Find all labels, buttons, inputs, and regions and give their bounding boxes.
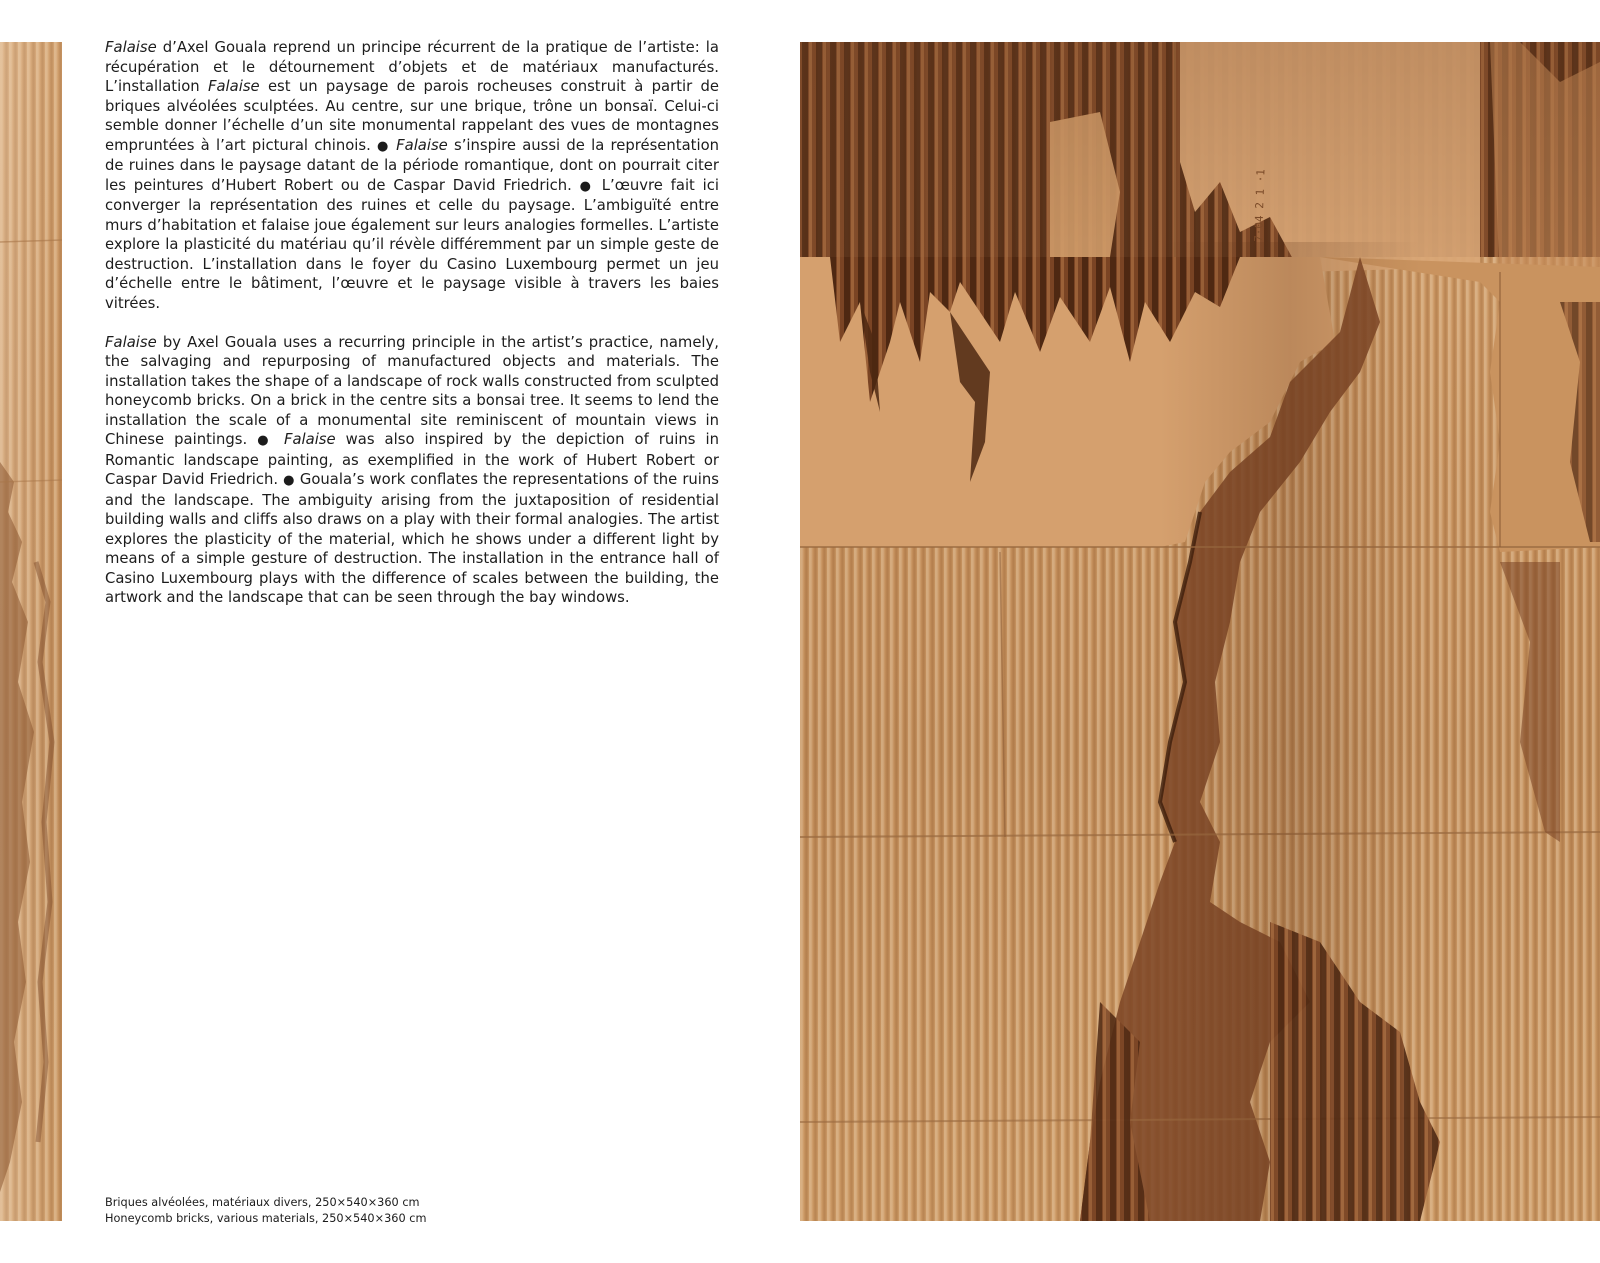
brick-stamp: 7·04 2 1 ·1 xyxy=(1252,168,1268,243)
artwork-title: Falaise xyxy=(105,39,157,56)
artwork-title: Falaise xyxy=(283,431,336,448)
left-photo-strip xyxy=(0,42,62,1221)
caption-french: Briques alvéolées, matériaux divers, 250×540×360 cm xyxy=(105,1196,420,1209)
bullet-separator: ● xyxy=(257,433,274,448)
bullet-separator: ● xyxy=(377,138,390,154)
bullet-separator: ● xyxy=(579,178,595,194)
paragraph-french: Falaise d’Axel Gouala reprend un principe récurrent de la pratique de l’artiste: la récupération et le détournement d’objets et de matériaux manufacturés. L’installation Falaise est un paysage de parois rocheuses construit à partir de briques alvéolées sculptées. Au centre, sur une brique, trône un bonsaï. Celui-ci semble donner l’échelle d’un site monumental rappelant des vues de montagnes empruntées à l’art pictural chinois. ● Falaise s’inspire aussi de la représentation de ruines dans le paysage datant de la période romantique, dont on pourrait citer les peintures d’Hubert Robert ou de Caspar David Friedrich. ● L’œuvre fait ici converger la représentation des ruines et celle du paysage. L’ambiguïté entre murs d’habitation et falaise joue également sur leurs analogies formelles. L’artiste explore la plasticité du matériau qu’il révèle différemment par un simple geste de destruction. L’installation dans le foyer du Casino Luxembourg permet un jeu d’échelle entre le bâtiment, l’œuvre et le paysage visible à travers les baies vitrées. xyxy=(105,39,719,312)
artwork-title: Falaise xyxy=(396,136,448,154)
paragraph-english: Falaise by Axel Gouala uses a recurring principle in the artist’s practice, namely, the salvaging and repurposing of manufactured objects and materials. The installation takes the shape of a landscape of rock walls constructed from sculpted honeycomb bricks. On a brick in the centre sits a bonsai tree. It seems to lend the installation the scale of a monumental site reminiscent of mountain views in Chinese paintings. ● Falaise was also inspired by the depiction of ruins in Romantic landscape painting, as exemplified in the work of Hubert Robert or Caspar David Friedrich. ● Gouala’s work conflates the representations of the ruins and the landscape. The ambiguity arising from the juxtaposition of residential building walls and cliffs also draws on a play with their formal analogies. The artist explores the plasticity of the material, which he shows under a different light by means of a simple gesture of destruction. The installation in the entrance hall of Casino Luxembourg plays with the difference of scales between the building, the artwork and the landscape that can be seen through the bay windows. xyxy=(105,333,720,606)
artwork-title: Falaise xyxy=(105,333,157,351)
essay-text xyxy=(105,38,719,608)
caption-english: Honeycomb bricks, various materials, 250×540×360 cm xyxy=(105,1211,427,1225)
artwork-photo xyxy=(800,42,1600,1221)
bullet-separator: ● xyxy=(283,473,295,488)
brick-wall-illustration xyxy=(800,42,1600,1221)
left-photo-shading xyxy=(0,42,62,1221)
artwork-title: Falaise xyxy=(207,78,260,95)
image-caption xyxy=(105,1195,705,1226)
